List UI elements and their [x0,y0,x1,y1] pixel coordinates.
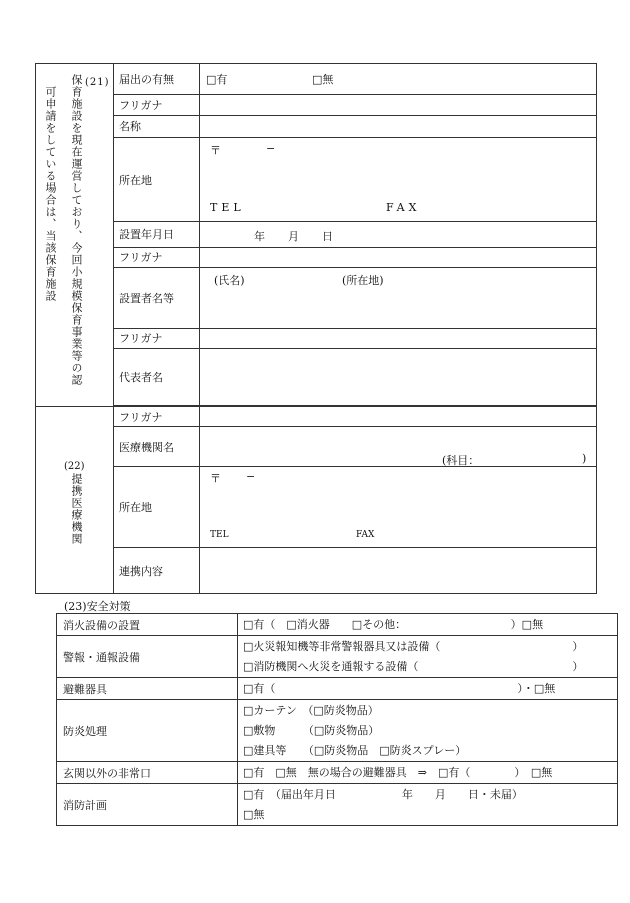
section-21-heading-2: 可申請をしている場合は、当該保育施設 [44,86,57,302]
institution-label: 医療機関名 [114,427,200,467]
furigana-field[interactable] [200,247,597,267]
safety-label: 玄関以外の非常口 [57,762,238,784]
safety-options[interactable]: □カーテン （□防炎物品） □敷物 （□防炎物品） □建具等 （□防炎物品 □防炎スプレー） [238,700,618,762]
section-22-number: (22) [64,461,85,472]
location-field[interactable] [200,138,597,222]
representative-field[interactable] [200,349,597,406]
section-21-header [36,64,114,407]
fax-label: FAX [386,201,421,215]
furigana-label: フリガナ [114,95,200,115]
notification-yes-checkbox[interactable]: □有 [206,73,228,87]
established-label: 設置年月日 [114,222,200,247]
established-field[interactable]: 年 月 日 [200,222,597,247]
safety-options[interactable]: □有（ □消火器 □その他： ）□無 [238,614,618,636]
safety-label: 警報・通報設備 [57,636,238,678]
representative-label: 代表者名 [114,349,200,406]
name-label: 名称 [114,115,200,137]
name-field[interactable] [200,115,597,137]
postal-mark: 〒 [210,144,221,158]
safety-options[interactable]: □有 （届出年月日 年 月 日・未届） □無 [238,784,618,826]
furigana-label: フリガナ [114,328,200,348]
section-21-number: (21) [85,77,110,88]
location-label: 所在地 [114,138,200,222]
furigana-field[interactable] [200,95,597,115]
location-field[interactable]: 〒 − TEL FAX [200,467,597,548]
furigana-label: フリガナ [114,247,200,267]
safety-label: 消防計画 [57,784,238,826]
safety-options[interactable]: □有 □無 無の場合の避難器具 ⇒ □有（ ） □無 [238,762,618,784]
section-21-heading: (21) 保育施設を現在運営しており、今回小規模保育事業等の認 [70,74,110,386]
safety-label: 消火設備の設置 [57,614,238,636]
safety-label: 防炎処理 [57,700,238,762]
cooperation-field[interactable] [200,548,597,594]
section-22-header [36,407,114,594]
notification-options [200,64,597,95]
tel-label: TEL [210,201,245,215]
institution-field[interactable]: (科目： ) [200,427,597,467]
founder-label: 設置者名等 [114,267,200,328]
furigana-field[interactable] [200,407,597,427]
safety-options[interactable]: □有（ ）・□無 [238,678,618,700]
safety-options[interactable]: □火災報知機等非常警報器具又は設備（ ） □消防機関へ火災を通報する設備（ ） [238,636,618,678]
notification-label: 届出の有無 [114,64,200,95]
facility-info-table [35,63,597,594]
notification-no-checkbox[interactable]: □無 [312,73,334,87]
section-22-heading: 提携医療機関 [70,473,83,545]
furigana-label: フリガナ [114,407,200,427]
cooperation-label: 連携内容 [114,548,200,594]
safety-measures-table [56,613,618,826]
location-label: 所在地 [114,467,200,548]
founder-field[interactable]: (氏名) (所在地) [200,267,597,328]
postal-dash: − [266,142,276,156]
safety-label: 避難器具 [57,678,238,700]
section-23-title: (23)安全対策 [64,600,131,613]
furigana-field[interactable] [200,328,597,348]
